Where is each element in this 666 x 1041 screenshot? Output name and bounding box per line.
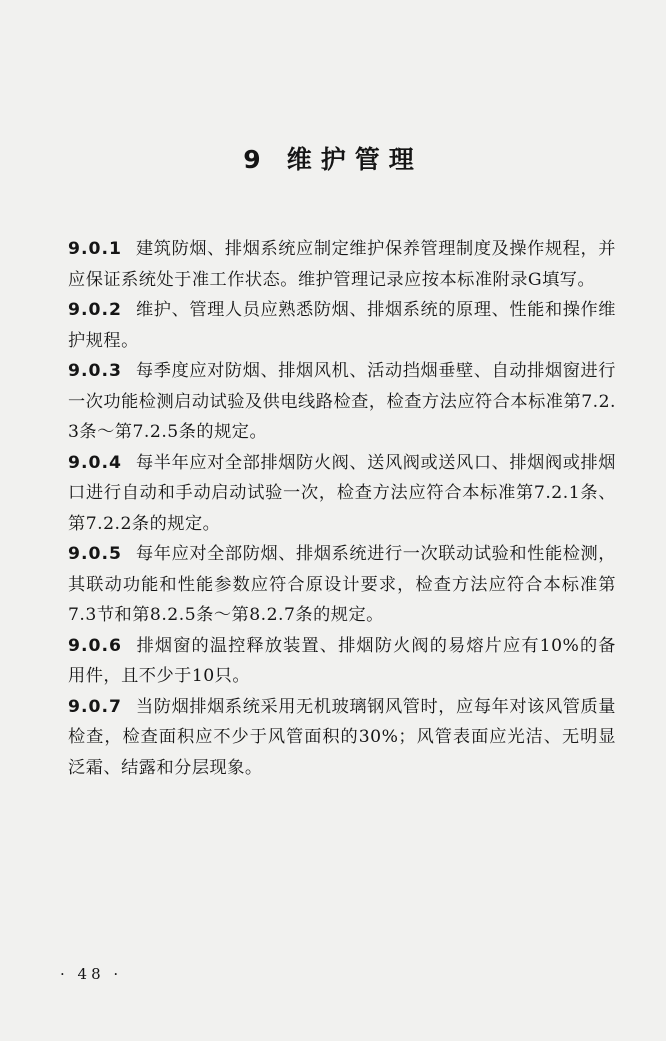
chapter-heading	[0, 140, 666, 176]
clause-9-0-6	[68, 631, 616, 692]
chapter-number: 9	[243, 145, 265, 174]
clause-number: 9.0.1	[68, 239, 122, 259]
clause-number: 9.0.5	[68, 544, 122, 564]
clause-9-0-4	[68, 448, 616, 540]
clause-list	[68, 234, 616, 783]
clause-text: 每季度应对防烟、排烟风机、活动挡烟垂壁、自动排烟窗进行一次功能检测启动试验及供电线路检查，检查方法应符合本标准第7.2.3条～第7.2.5条的规定。	[68, 361, 616, 442]
clause-number: 9.0.2	[68, 300, 122, 320]
clause-9-0-5	[68, 539, 616, 631]
clause-9-0-2	[68, 295, 616, 356]
clause-text: 维护、管理人员应熟悉防烟、排烟系统的原理、性能和操作维护规程。	[68, 300, 616, 351]
clause-text: 每半年应对全部排烟防火阀、送风阀或送风口、排烟阀或排烟口进行自动和手动启动试验一次，检查方法应符合本标准第7.2.1条、第7.2.2条的规定。	[68, 452, 616, 534]
clause-number: 9.0.3	[68, 361, 122, 381]
clause-text: 当防烟排烟系统采用无机玻璃钢风管时，应每年对该风管质量检查，检查面积应不少于风管面积的30%；风管表面应光洁、无明显泛霜、结露和分层现象。	[68, 696, 616, 778]
page-number: · 48 ·	[60, 965, 123, 983]
clause-number: 9.0.4	[68, 452, 122, 473]
clause-9-0-3	[68, 356, 616, 448]
clause-text: 每年应对全部防烟、排烟系统进行一次联动试验和性能检测，其联动功能和性能参数应符合原设计要求，检查方法应符合本标准第7.3节和第8.2.5条～第8.2.7条的规定。	[68, 544, 616, 625]
clause-number: 9.0.6	[68, 635, 122, 656]
clause-9-0-1	[68, 234, 616, 295]
chapter-title-text: 维护管理	[286, 145, 423, 174]
clause-text: 建筑防烟、排烟系统应制定维护保养管理制度及操作规程，并应保证系统处于准工作状态。维护管理记录应按本标准附录G填写。	[68, 239, 616, 290]
clause-number: 9.0.7	[68, 696, 122, 717]
clause-text: 排烟窗的温控释放装置、排烟防火阀的易熔片应有10%的备用件，且不少于10只。	[68, 635, 616, 686]
clause-9-0-7	[68, 692, 616, 784]
